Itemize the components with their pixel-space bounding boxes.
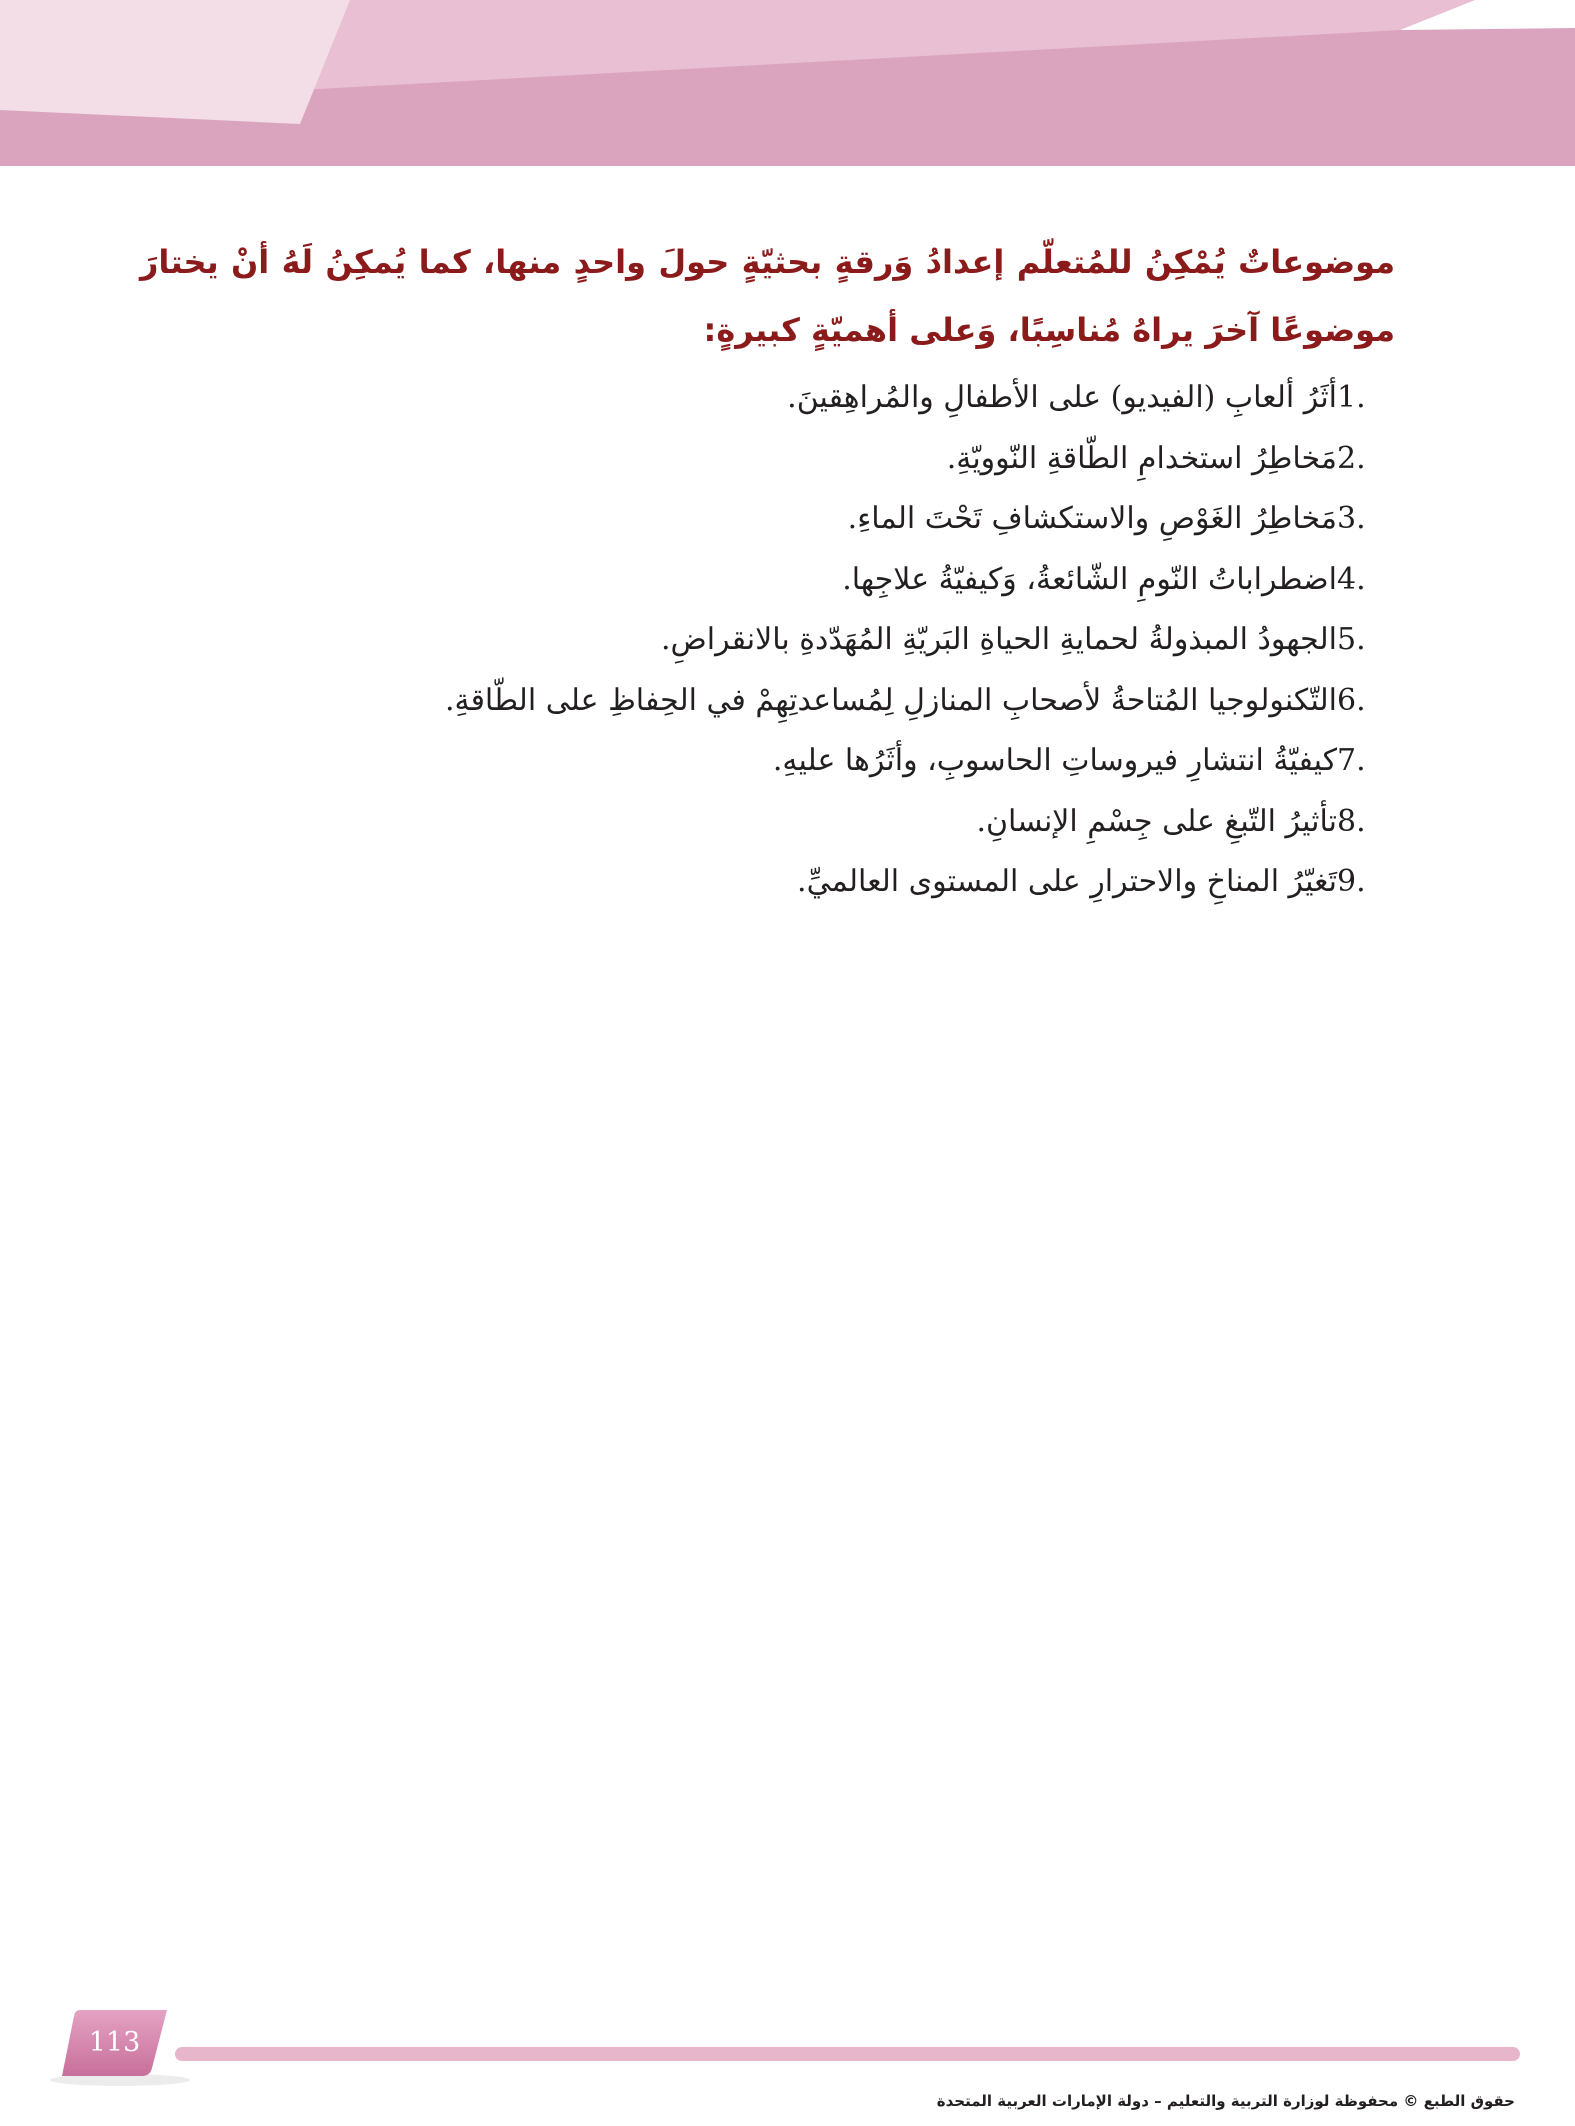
list-item (140, 429, 1395, 490)
list-item (140, 368, 1395, 429)
main-content (140, 228, 1395, 913)
list-item (140, 489, 1395, 550)
list-item-number: 6. (1337, 682, 1366, 718)
copyright-notice: حقوق الطبع © محفوظة لوزارة التربية والتعليم – دولة الإمارات العربية المتحدة (936, 2092, 1515, 2110)
list-item-text: تَغيّرُ المناخِ والاحترارِ على المستوى العالميِّ. (797, 864, 1337, 899)
topic-list (140, 368, 1395, 913)
list-item (140, 671, 1395, 732)
list-item-number: 9. (1337, 864, 1366, 899)
list-item-text: أثَرُ ألعابِ (الفيديو) على الأطفالِ والمُراهِقينَ. (787, 380, 1337, 415)
list-item-text: كيفيّةُ انتشارِ فيروساتِ الحاسوبِ، وأثَرُها عليهِ. (772, 743, 1337, 778)
page-number: 113 (88, 2027, 141, 2058)
intro-heading: موضوعاتٌ يُمْكِنُ للمُتعلّم إعدادُ وَرقةٍ بحثيّةٍ حولَ واحدٍ منها، كما يُمكِنُ لَهُ أنْ يختارَ موضوعًا آخرَ يراهُ مُناسِبًا، وَعلى أهميّةٍ كبيرةٍ: (140, 243, 1395, 349)
list-item (140, 852, 1395, 913)
list-item-text: اضطراباتُ النّومِ الشّائعةُ، وَكيفيّةُ علاجِها. (842, 561, 1337, 597)
list-item (140, 610, 1395, 671)
list-item-number: 3. (1337, 501, 1366, 536)
list-item (140, 731, 1395, 792)
list-item-text: الجهودُ المبذولةُ لحمايةِ الحياةِ البَريّةِ المُهَدّدةِ بالانقراضِ. (660, 622, 1337, 657)
list-item (140, 792, 1395, 853)
list-item-number: 4. (1337, 561, 1366, 597)
list-item-text: مَخاطِرُ استخدامِ الطّاقةِ النّوويّةِ. (946, 440, 1337, 476)
header-banner (0, 0, 1575, 166)
list-item-number: 1. (1337, 380, 1366, 415)
list-item-text: تأثيرُ التّبغِ على جِسْمِ الإنسانِ. (976, 803, 1337, 839)
list-item-number: 2. (1337, 440, 1366, 476)
list-item-text: مَخاطِرُ الغَوْصِ والاستكشافِ تَحْتَ الماءِ. (847, 501, 1337, 536)
list-item-text: التّكنولوجيا المُتاحةُ لأصحابِ المنازلِ لِمُساعدتِهِمْ في الحِفاظِ على الطّاقةِ. (444, 682, 1337, 718)
header-banner-pale-shape (0, 0, 350, 124)
list-item-number: 5. (1337, 622, 1366, 657)
list-item-number: 7. (1337, 743, 1366, 778)
list-item-number: 8. (1337, 803, 1366, 839)
list-item (140, 550, 1395, 611)
footer-bar (175, 2047, 1520, 2061)
